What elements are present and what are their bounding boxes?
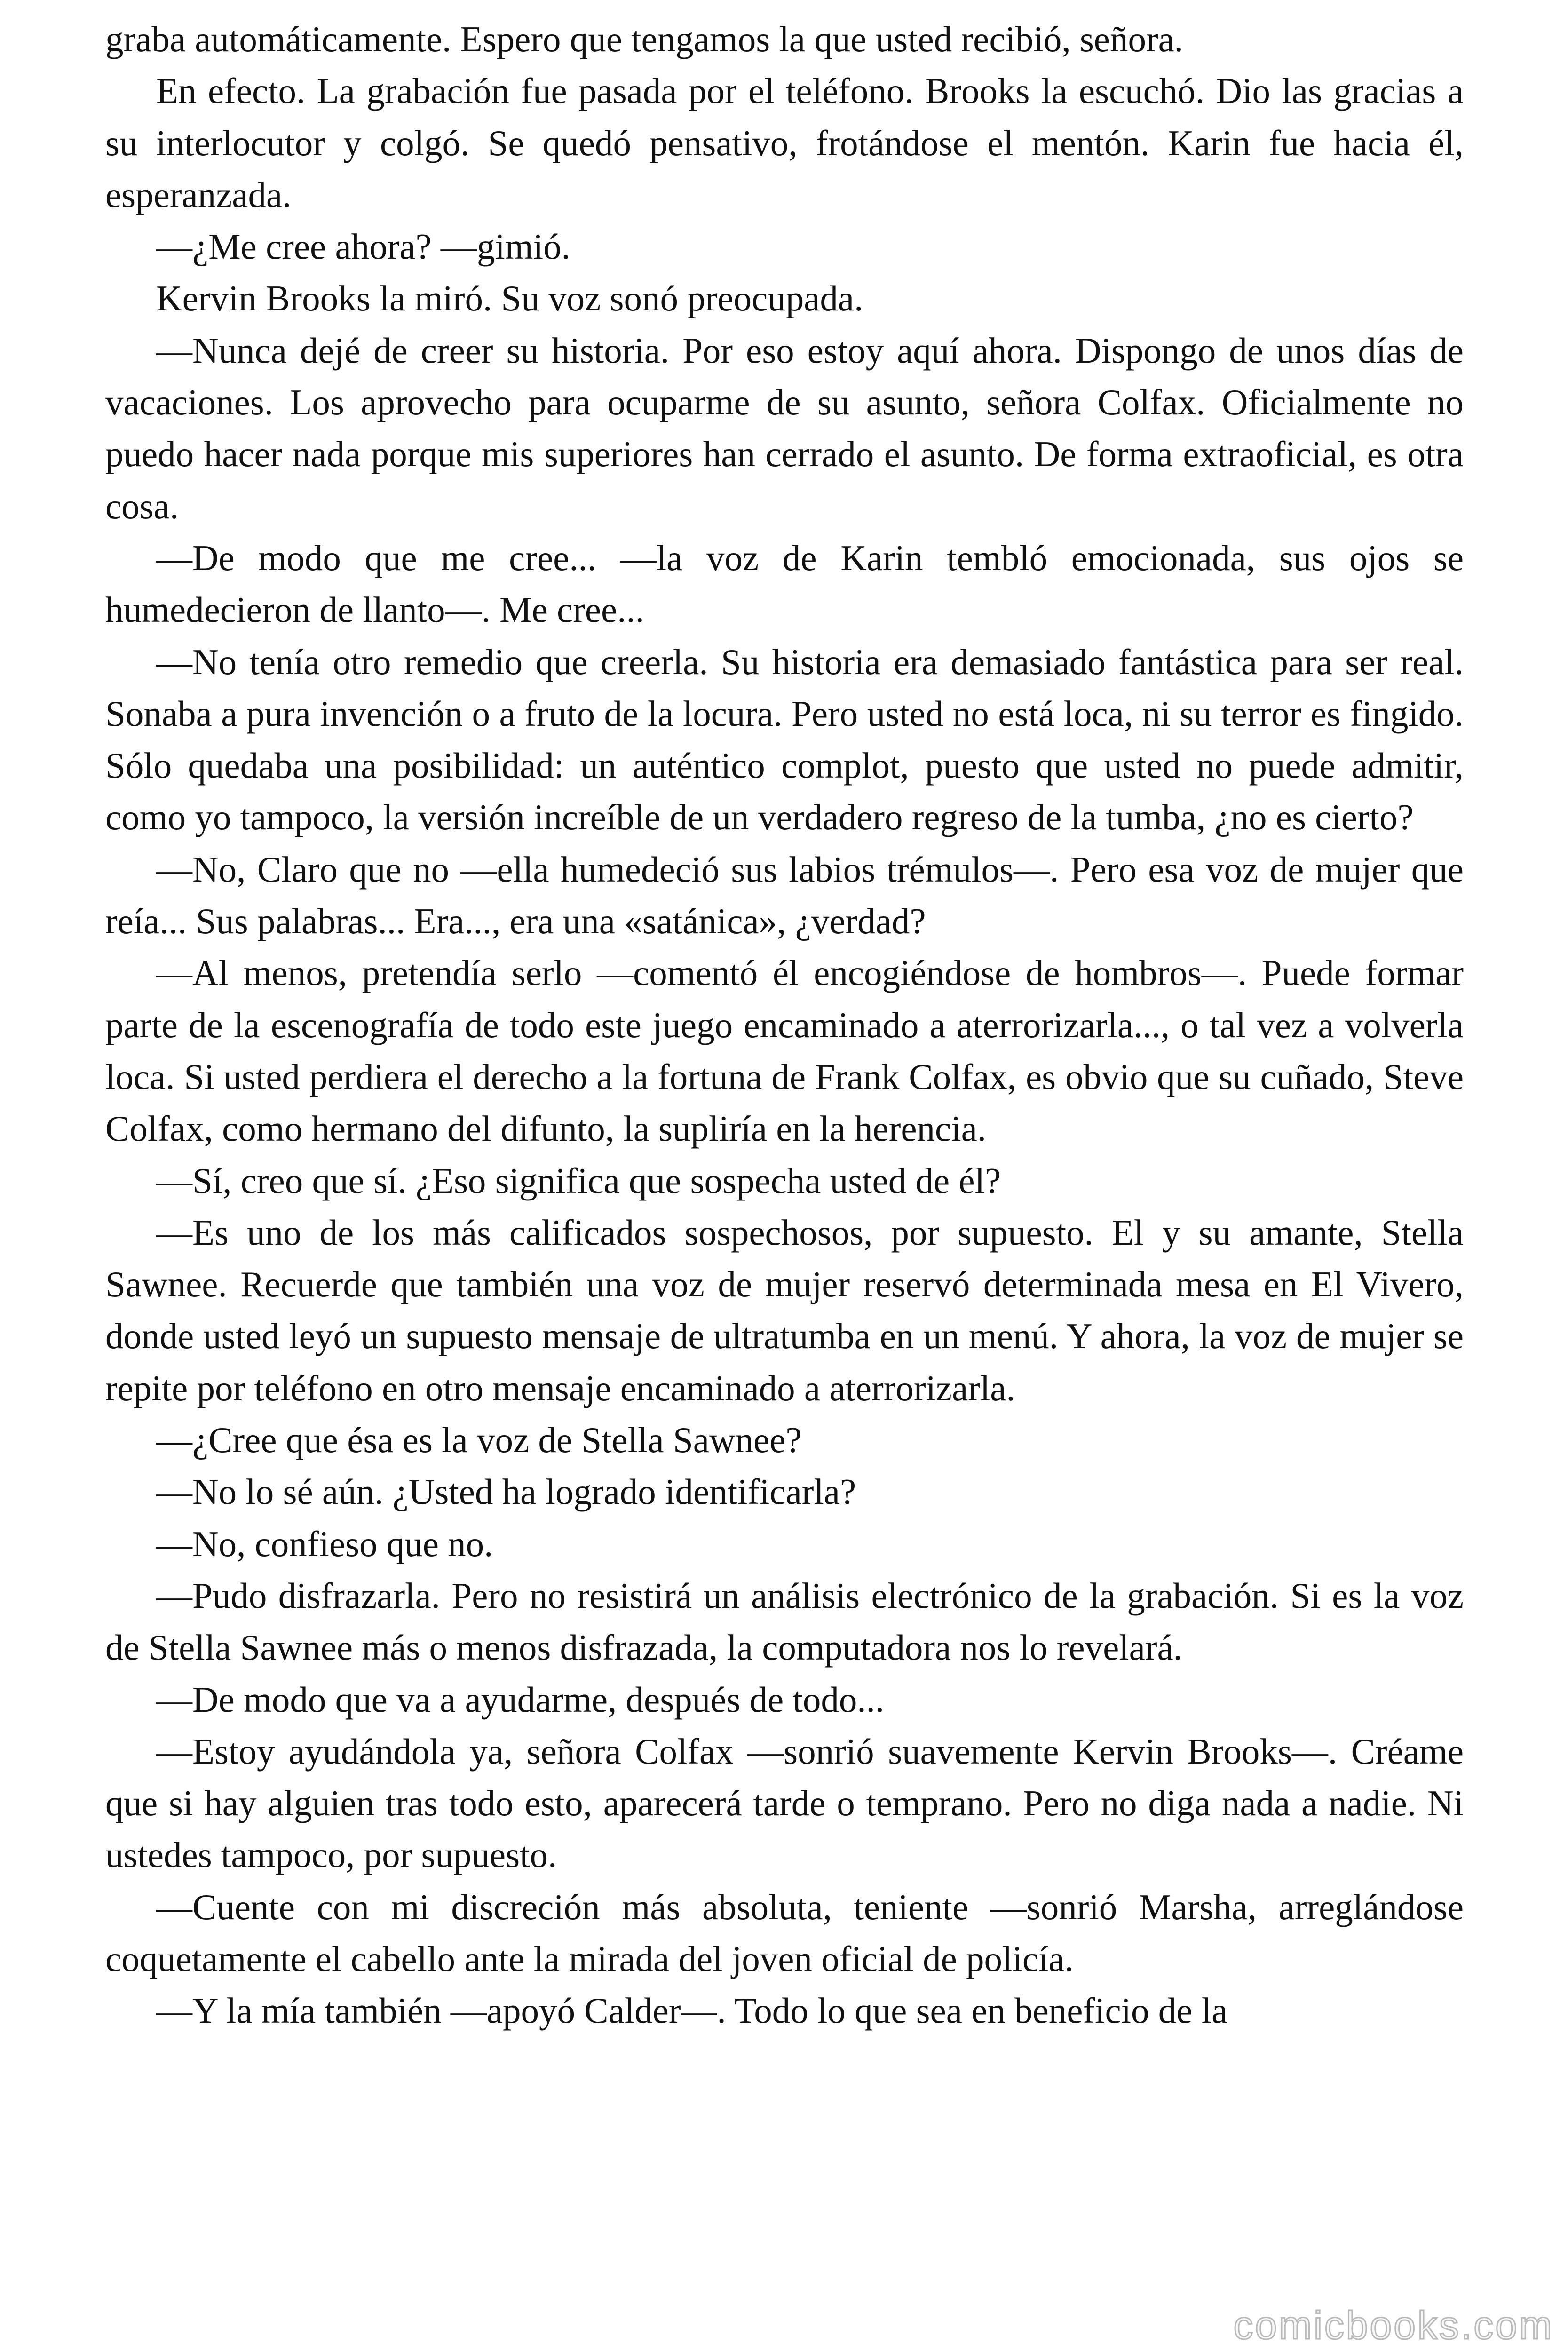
paragraph-17: —Estoy ayudándola ya, señora Colfax —sonrió suavemente Kervin Brooks—. Créame que si hay alguien tras todo esto, aparecerá tarde o temprano. Pero no diga nada a nadie. Ni ustedes tampoco, por supuesto. [105,1731,1464,1875]
page-text [105,13,1464,2037]
paragraph-9: —Al menos, pretendía serlo —comentó él encogiéndose de hombros—. Puede formar parte de la escenografía de todo este juego encaminado a aterrorizarla..., o tal vez a volverla loca. Si usted perdiera el derecho a la fortuna de Frank Colfax, es obvio que su cuñado, Steve Colfax, como hermano del difunto, la supliría en la herencia. [105,953,1464,1149]
paragraph-4: Kervin Brooks la miró. Su voz sonó preocupada. [156,278,863,319]
paragraph-11: —Es uno de los más calificados sospechosos, por supuesto. El y su amante, Stella Sawnee. Recuerde que también una voz de mujer reservó determinada mesa en El Vivero, donde usted leyó un supuesto mensaje de ultratumba en un menú. Y ahora, la voz de mujer se repite por teléfono en otro mensaje encaminado a aterrorizarla. [105,1212,1464,1408]
paragraph-2: En efecto. La grabación fue pasada por el teléfono. Brooks la escuchó. Dio las gracias a su interlocutor y colgó. Se quedó pensativo, frotándose el mentón. Karin fue hacia él, esperanzada. [105,71,1464,215]
paragraph-6: —De modo que me cree... —la voz de Karin tembló emocionada, sus ojos se humedecieron de llanto—. Me cree... [105,537,1464,630]
paragraph-1: graba automáticamente. Espero que tengamos la que usted recibió, señora. [105,19,1184,59]
paragraph-16: —De modo que va a ayudarme, después de todo... [156,1679,885,1720]
paragraph-5: —Nunca dejé de creer su historia. Por eso estoy aquí ahora. Dispongo de unos días de vacaciones. Los aprovecho para ocuparme de su asunto, señora Colfax. Oficialmente no puedo hacer nada porque mis superiores han cerrado el asunto. De forma extraoficial, es otra cosa. [105,330,1464,526]
paragraph-18: —Cuente con mi discreción más absoluta, teniente —sonrió Marsha, arreglándose coquetamente el cabello ante la mirada del joven oficial de policía. [105,1886,1464,1979]
paragraph-14: —No, confieso que no. [156,1523,493,1564]
paragraph-10: —Sí, creo que sí. ¿Eso significa que sospecha usted de él? [156,1160,1001,1201]
watermark: comicbooks.com [1233,2303,1554,2347]
paragraph-3: —¿Me cree ahora? —gimió. [156,226,570,267]
paragraph-13: —No lo sé aún. ¿Usted ha logrado identificarla? [156,1471,856,1512]
paragraph-7: —No tenía otro remedio que creerla. Su historia era demasiado fantástica para ser real. Sonaba a pura invención o a fruto de la locura. Pero usted no está loca, ni su terror es fingido. Sólo quedaba una posibilidad: un auténtico complot, puesto que usted no puede admitir, como yo tampoco, la versión increíble de un verdadero regreso de la tumba, ¿no es cierto? [105,641,1464,838]
paragraph-12: —¿Cree que ésa es la voz de Stella Sawnee? [156,1420,802,1461]
paragraph-8: —No, Claro que no —ella humedeció sus labios trémulos—. Pero esa voz de mujer que reía... Sus palabras... Era..., era una «satánica», ¿verdad? [105,849,1464,942]
paragraph-15: —Pudo disfrazarla. Pero no resistirá un análisis electrónico de la grabación. Si es la voz de Stella Sawnee más o menos disfrazada, la computadora nos lo revelará. [105,1575,1464,1668]
paragraph-19: —Y la mía también —apoyó Calder—. Todo lo que sea en beneficio de la [156,1990,1228,2031]
